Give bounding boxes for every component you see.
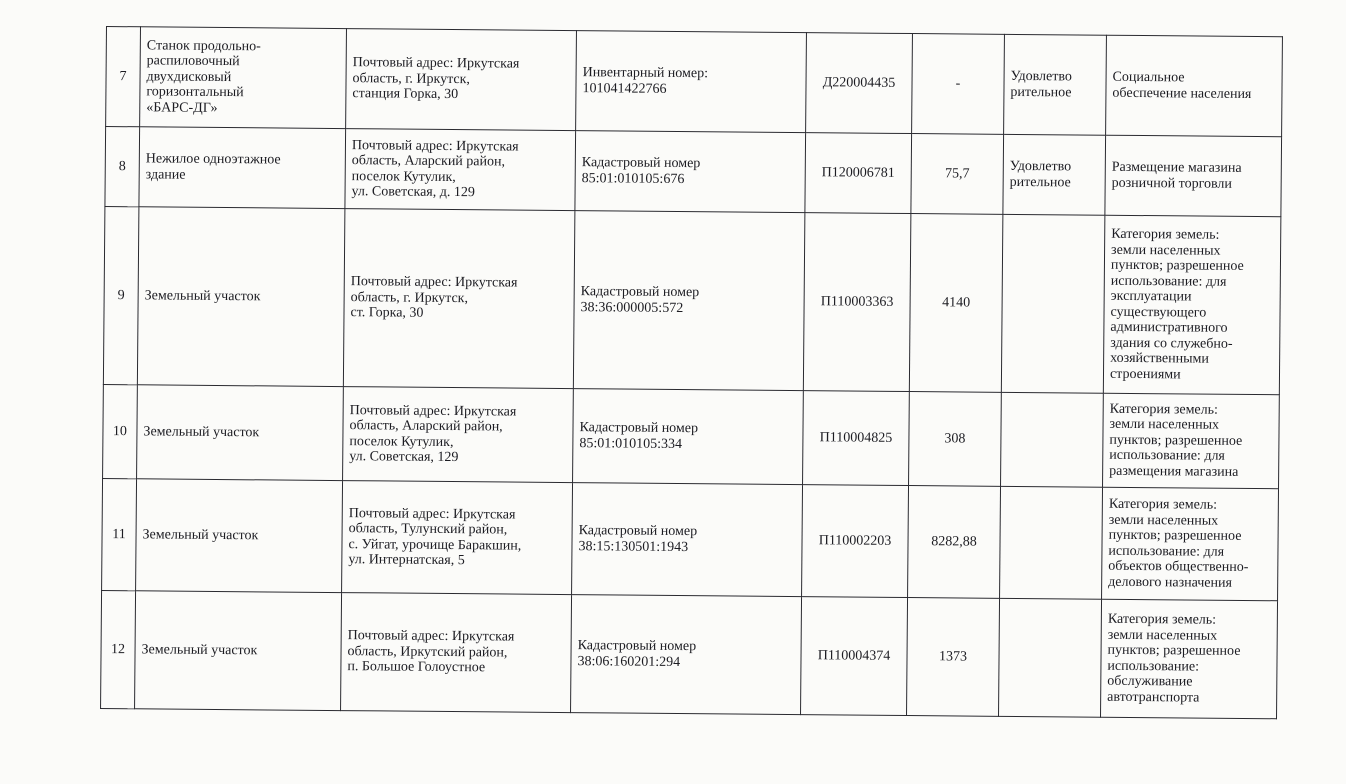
inventory-code: Д220004435 <box>806 33 913 134</box>
inventory-code: П110002203 <box>802 485 909 598</box>
object-condition <box>1001 214 1105 393</box>
object-identifier: Кадастровый номер 38:06:160201:294 <box>571 595 802 715</box>
table-row <box>103 384 1280 488</box>
row-number: 8 <box>105 127 140 207</box>
object-area: 4140 <box>909 214 1003 393</box>
object-area: - <box>912 34 1005 135</box>
row-number: 10 <box>103 384 138 478</box>
object-purpose: Категория земель: земли населенных пунктов; разрешенное использование: обслуживание автотранспорта <box>1101 599 1278 719</box>
table-row <box>106 27 1283 137</box>
inventory-code: П110003363 <box>803 213 911 392</box>
object-purpose: Социальное обеспечение населения <box>1106 35 1283 137</box>
row-number: 9 <box>103 206 139 384</box>
object-purpose: Размещение магазина розничной торговли <box>1105 135 1282 217</box>
inventory-code: П110004374 <box>801 597 908 716</box>
object-name: Земельный участок <box>136 479 343 593</box>
object-identifier: Кадастровый номер 85:01:010105:676 <box>575 131 806 213</box>
object-area: 1373 <box>907 598 1000 717</box>
object-area: 308 <box>909 392 1002 487</box>
table-row <box>101 590 1278 718</box>
object-condition <box>1000 486 1103 599</box>
object-purpose: Категория земель: земли населенных пунктов; разрешенное использование: для размещения магазина <box>1103 393 1280 489</box>
object-name: Земельный участок <box>137 207 345 387</box>
table-row <box>102 478 1279 600</box>
object-area: 8282,88 <box>908 486 1001 599</box>
object-purpose: Категория земель: земли населенных пунктов; разрешенное использование: для эксплуатации существующего административного здания со служебно- хозяйственными строениями <box>1103 215 1281 395</box>
object-purpose: Категория земель: земли населенных пунктов; разрешенное использование: для объектов общественно- делового назначения <box>1102 487 1279 601</box>
table-row <box>105 127 1282 217</box>
object-condition: Удовлетво рительное <box>1004 34 1107 135</box>
object-condition <box>999 598 1102 717</box>
object-address: Почтовый адрес: Иркутская область, Тулунский район, с. Уйгат, урочище Баракшин, ул. Интернатская, 5 <box>342 481 573 595</box>
object-identifier: Инвентарный номер: 101041422766 <box>576 31 807 133</box>
object-name: Нежилое одноэтажное здание <box>139 127 346 209</box>
object-condition: Удовлетво рительное <box>1003 134 1106 215</box>
object-identifier: Кадастровый номер 38:15:130501:1943 <box>572 483 803 597</box>
object-name: Станок продольно- распиловочный двухдисковый горизонтальный «БАРС-ДГ» <box>140 27 347 129</box>
object-condition <box>1001 392 1104 487</box>
object-name: Земельный участок <box>137 385 344 481</box>
object-address: Почтовый адрес: Иркутская область, Иркутский район, п. Большое Голоустное <box>341 593 572 713</box>
object-identifier: Кадастровый номер 85:01:010105:334 <box>573 389 804 485</box>
object-identifier: Кадастровый номер 38:36:000005:572 <box>573 211 805 391</box>
object-address: Почтовый адрес: Иркутская область, Аларский район, поселок Кутулик, ул. Советская, д. 129 <box>345 129 576 211</box>
inventory-code: П120006781 <box>805 133 912 214</box>
inventory-code: П110004825 <box>803 391 910 486</box>
object-name: Земельный участок <box>135 591 342 711</box>
row-number: 12 <box>101 590 136 708</box>
table-row <box>103 206 1281 394</box>
object-address: Почтовый адрес: Иркутская область, г. Иркутск, ст. Горка, 30 <box>343 209 575 389</box>
row-number: 11 <box>102 478 137 590</box>
object-address: Почтовый адрес: Иркутская область, Аларский район, поселок Кутулик, ул. Советская, 129 <box>343 387 574 483</box>
row-number: 7 <box>106 27 141 127</box>
property-table <box>100 26 1283 719</box>
object-area: 75,7 <box>911 134 1004 215</box>
object-address: Почтовый адрес: Иркутская область, г. Иркутск, станция Горка, 30 <box>346 29 577 131</box>
